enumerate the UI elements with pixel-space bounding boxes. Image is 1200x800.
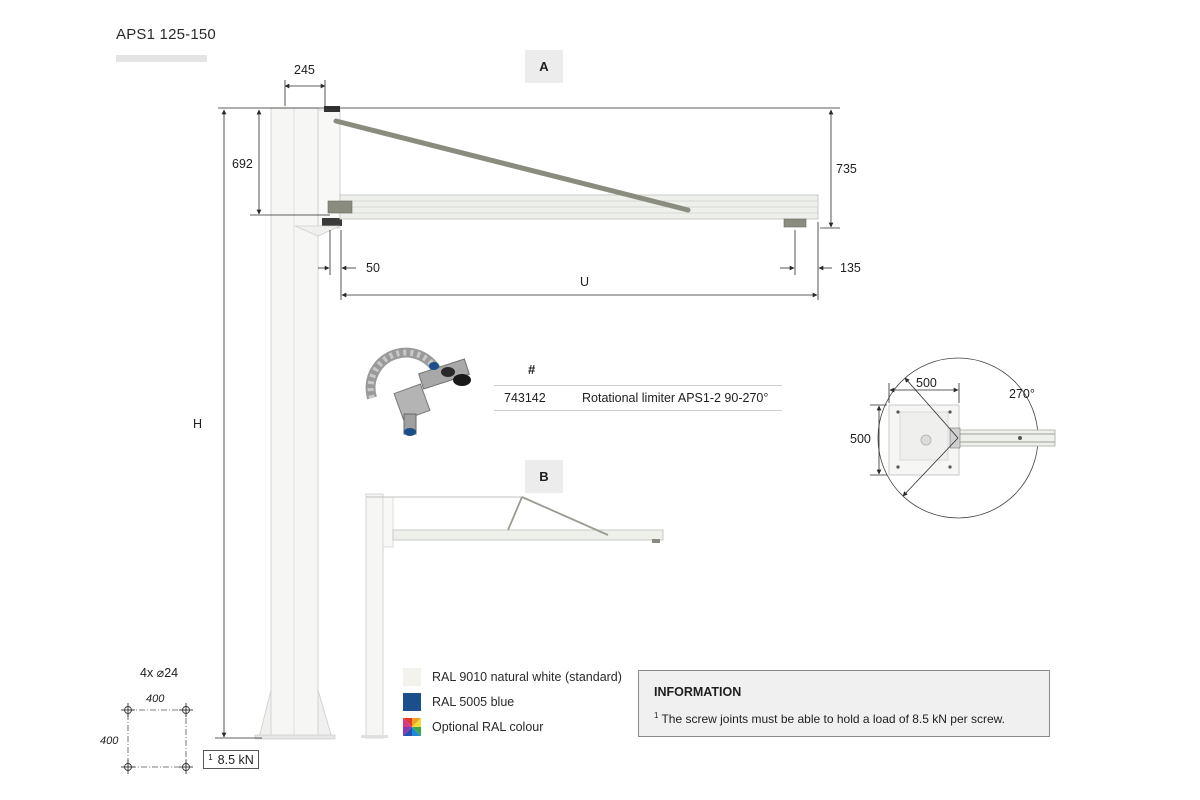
crane-boom — [328, 195, 818, 227]
parts-table — [494, 385, 782, 411]
part-number: 743142 — [494, 386, 582, 411]
base-plate-top-view — [870, 358, 1055, 518]
dim-column-width: 245 — [294, 63, 315, 77]
dim-rotation-angle: 270° — [1009, 387, 1035, 401]
information-box — [638, 670, 1050, 737]
information-text-body: The screw joints must be able to hold a load of 8.5 kN per screw. — [661, 712, 1005, 726]
dim-plate-width: 500 — [916, 376, 937, 390]
foundation-spacing-y: 400 — [100, 735, 119, 747]
parts-table-header: # — [528, 362, 536, 377]
information-footnote-mark: 1 — [654, 711, 659, 720]
foundation-bolt-pattern — [121, 703, 193, 774]
view-tag-b: B — [525, 460, 563, 493]
page-title: APS1 125-150 — [116, 26, 216, 43]
swatch-ral-9010 — [403, 668, 421, 686]
information-text — [654, 711, 1005, 726]
dim-total-height: H — [193, 417, 203, 431]
information-title: INFORMATION — [654, 685, 742, 699]
legend-optional-ral: Optional RAL colour — [432, 720, 544, 734]
foundation-load-badge — [203, 750, 259, 769]
part-description: Rotational limiter APS1-2 90-270° — [582, 386, 782, 411]
dim-usable-length: U — [580, 275, 590, 289]
rotational-limiter-illustration — [371, 353, 471, 436]
dim-plate-depth: 500 — [850, 432, 871, 446]
foundation-bolt-holes: 4x ⌀24 — [140, 666, 179, 680]
view-tag-a: A — [525, 50, 563, 83]
dim-trolley-end: 135 — [840, 261, 861, 275]
dim-boom-drop: 692 — [232, 157, 253, 171]
swatch-ral-5005 — [403, 693, 421, 711]
load-footnote-mark: 1 — [208, 753, 213, 762]
swatch-optional-ral — [403, 718, 421, 736]
table-row — [494, 386, 782, 411]
load-value: 8.5 kN — [217, 752, 254, 767]
legend-ral-9010: RAL 9010 natural white (standard) — [432, 670, 622, 684]
dim-boom-offset: 50 — [366, 261, 380, 275]
legend-ral-5005: RAL 5005 blue — [432, 695, 515, 709]
foundation-spacing-x: 400 — [146, 693, 165, 705]
dim-overall-height: 735 — [836, 162, 857, 176]
